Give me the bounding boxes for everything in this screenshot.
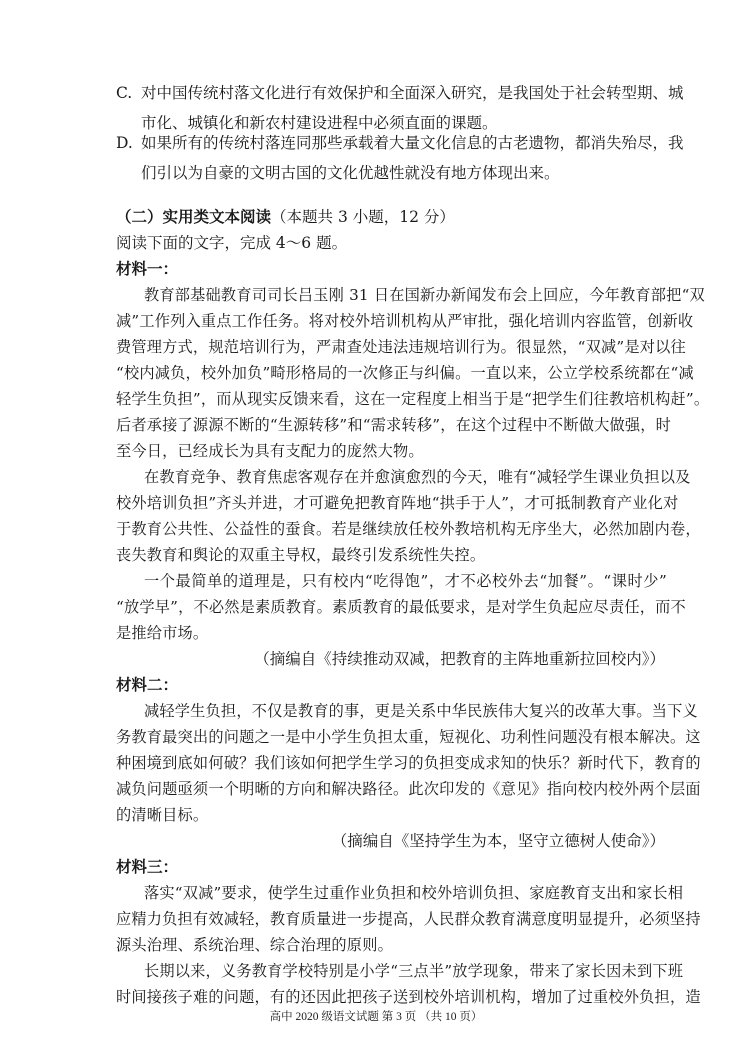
body-line: 校外培训负担”齐头并进，才可避免把教育阵地“拱手于人”，才可抵制教育产业化对 [116,494,679,512]
body-line: 务教育最突出的问题之一是中小学生负担太重，短视化、功利性问题没有根本解决。这 [116,728,701,746]
page-footer: 高中 2020 级语文试题 第 3 页 （共 10 页） [269,1011,483,1023]
body-line: 至今日，已经成长为具有支配力的庞然大物。 [116,442,424,460]
section-title: （二）实用类文本阅读 [116,207,272,226]
body-line: 落实“双减”要求，使学生过重作业负担和校外培训负担、家庭教育支出和家长相 [144,884,684,902]
body-line: 于教育公共性、公益性的蚕食。若是继续放任校外教培机构无序坐大，必然加剧内卷， [116,520,701,538]
body-line: “放学早”，不必然是素质教育。素质教育的最低要求，是对学生负起应尽责任，而不 [116,598,686,616]
body-line: 是推给市场。 [116,624,209,642]
option-text-line: 市化、城镇化和新农村建设进程中必须直面的课题。 [141,114,498,132]
body-line: 轻学生负担”，而从现实反馈来看，这在一定程度上相当于是“把学生们往教培机构赶”。 [116,390,710,408]
source-citation: （摘编自《坚持学生为本，坚守立德树人使命》） [331,832,665,850]
body-line: 教育部基础教育司司长吕玉刚 31 日在国新办新闻发布会上回应，今年教育部把“双 [144,286,705,304]
source-citation: （摘编自《持续推动双减，把教育的主阵地重新拉回校内》） [254,650,665,668]
body-line: “校内减负，校外加负”畸形格局的一次修正与纠偏。一直以来，公立学校系统都在“减 [116,364,694,382]
section-note: （本题共 3 小题，12 分） [271,208,455,226]
body-line: 源头治理、系统治理、综合治理的原则。 [116,936,393,954]
body-line: 减负问题亟须一个明晰的方向和解决路径。此次印发的《意见》指向校内校外两个层面 [116,780,701,798]
body-line: 种困境到底如何破？我们该如何把学生学习的负担变成求知的快乐？新时代下，教育的 [116,754,701,772]
body-line: 减”工作列入重点工作任务。将对校外培训机构从严审批，强化培训内容监管，创新收 [116,312,694,330]
option-label: D. [116,134,133,152]
option-d [116,128,684,188]
body-line: 丧失教育和舆论的双重主导权，最终引发系统性失控。 [116,546,486,564]
option-text-line: 们引以为自豪的文明古国的文化优越性就没有地方体现出来。 [141,164,560,182]
instruction: 阅读下面的文字，完成 4～6 题。 [116,234,348,252]
option-text-line: 对中国传统村落文化进行有效保护和全面深入研究，是我国处于社会转型期、城 [141,84,684,102]
material-2-heading: 材料二： [116,675,179,694]
option-label: C. [116,84,133,102]
body-line: 的清晰目标。 [116,806,209,824]
body-line: 应精力负担有效减轻，教育质量进一步提高，人民群众教育满意度明显提升，必须坚持 [116,910,701,928]
body-line: 费管理方式，规范培训行为，严肃查处违法违规培训行为。很显然，“双减”是对以往 [116,338,686,356]
body-line: 在教育竞争、教育焦虑客观存在并愈演愈烈的今天，唯有“减轻学生课业负担以及 [144,468,691,486]
body-line: 一个最简单的道理是，只有校内“吃得饱”，才不必校外去“加餐”。“课时少” [144,572,667,590]
option-text-line: 如果所有的传统村落连同那些承载着大量文化信息的古老遗物，都消失殆尽，我 [141,134,684,152]
material-1-heading: 材料一： [116,259,179,278]
section-heading [116,205,455,229]
body-line: 减轻学生负担，不仅是教育的事，更是关系中华民族伟大复兴的改革大事。当下义 [144,702,698,720]
body-line: 时间接孩子难的问题，有的还因此把孩子送到校外培训机构，增加了过重校外负担，造 [116,988,701,1006]
body-line: 长期以来，义务教育学校特别是小学“三点半”放学现象，带来了家长因未到下班 [144,962,684,980]
body-line: 后者承接了源源不断的“生源转移”和“需求转移”，在这个过程中不断做大做强，时 [116,416,672,434]
material-3-heading: 材料三： [116,857,179,876]
